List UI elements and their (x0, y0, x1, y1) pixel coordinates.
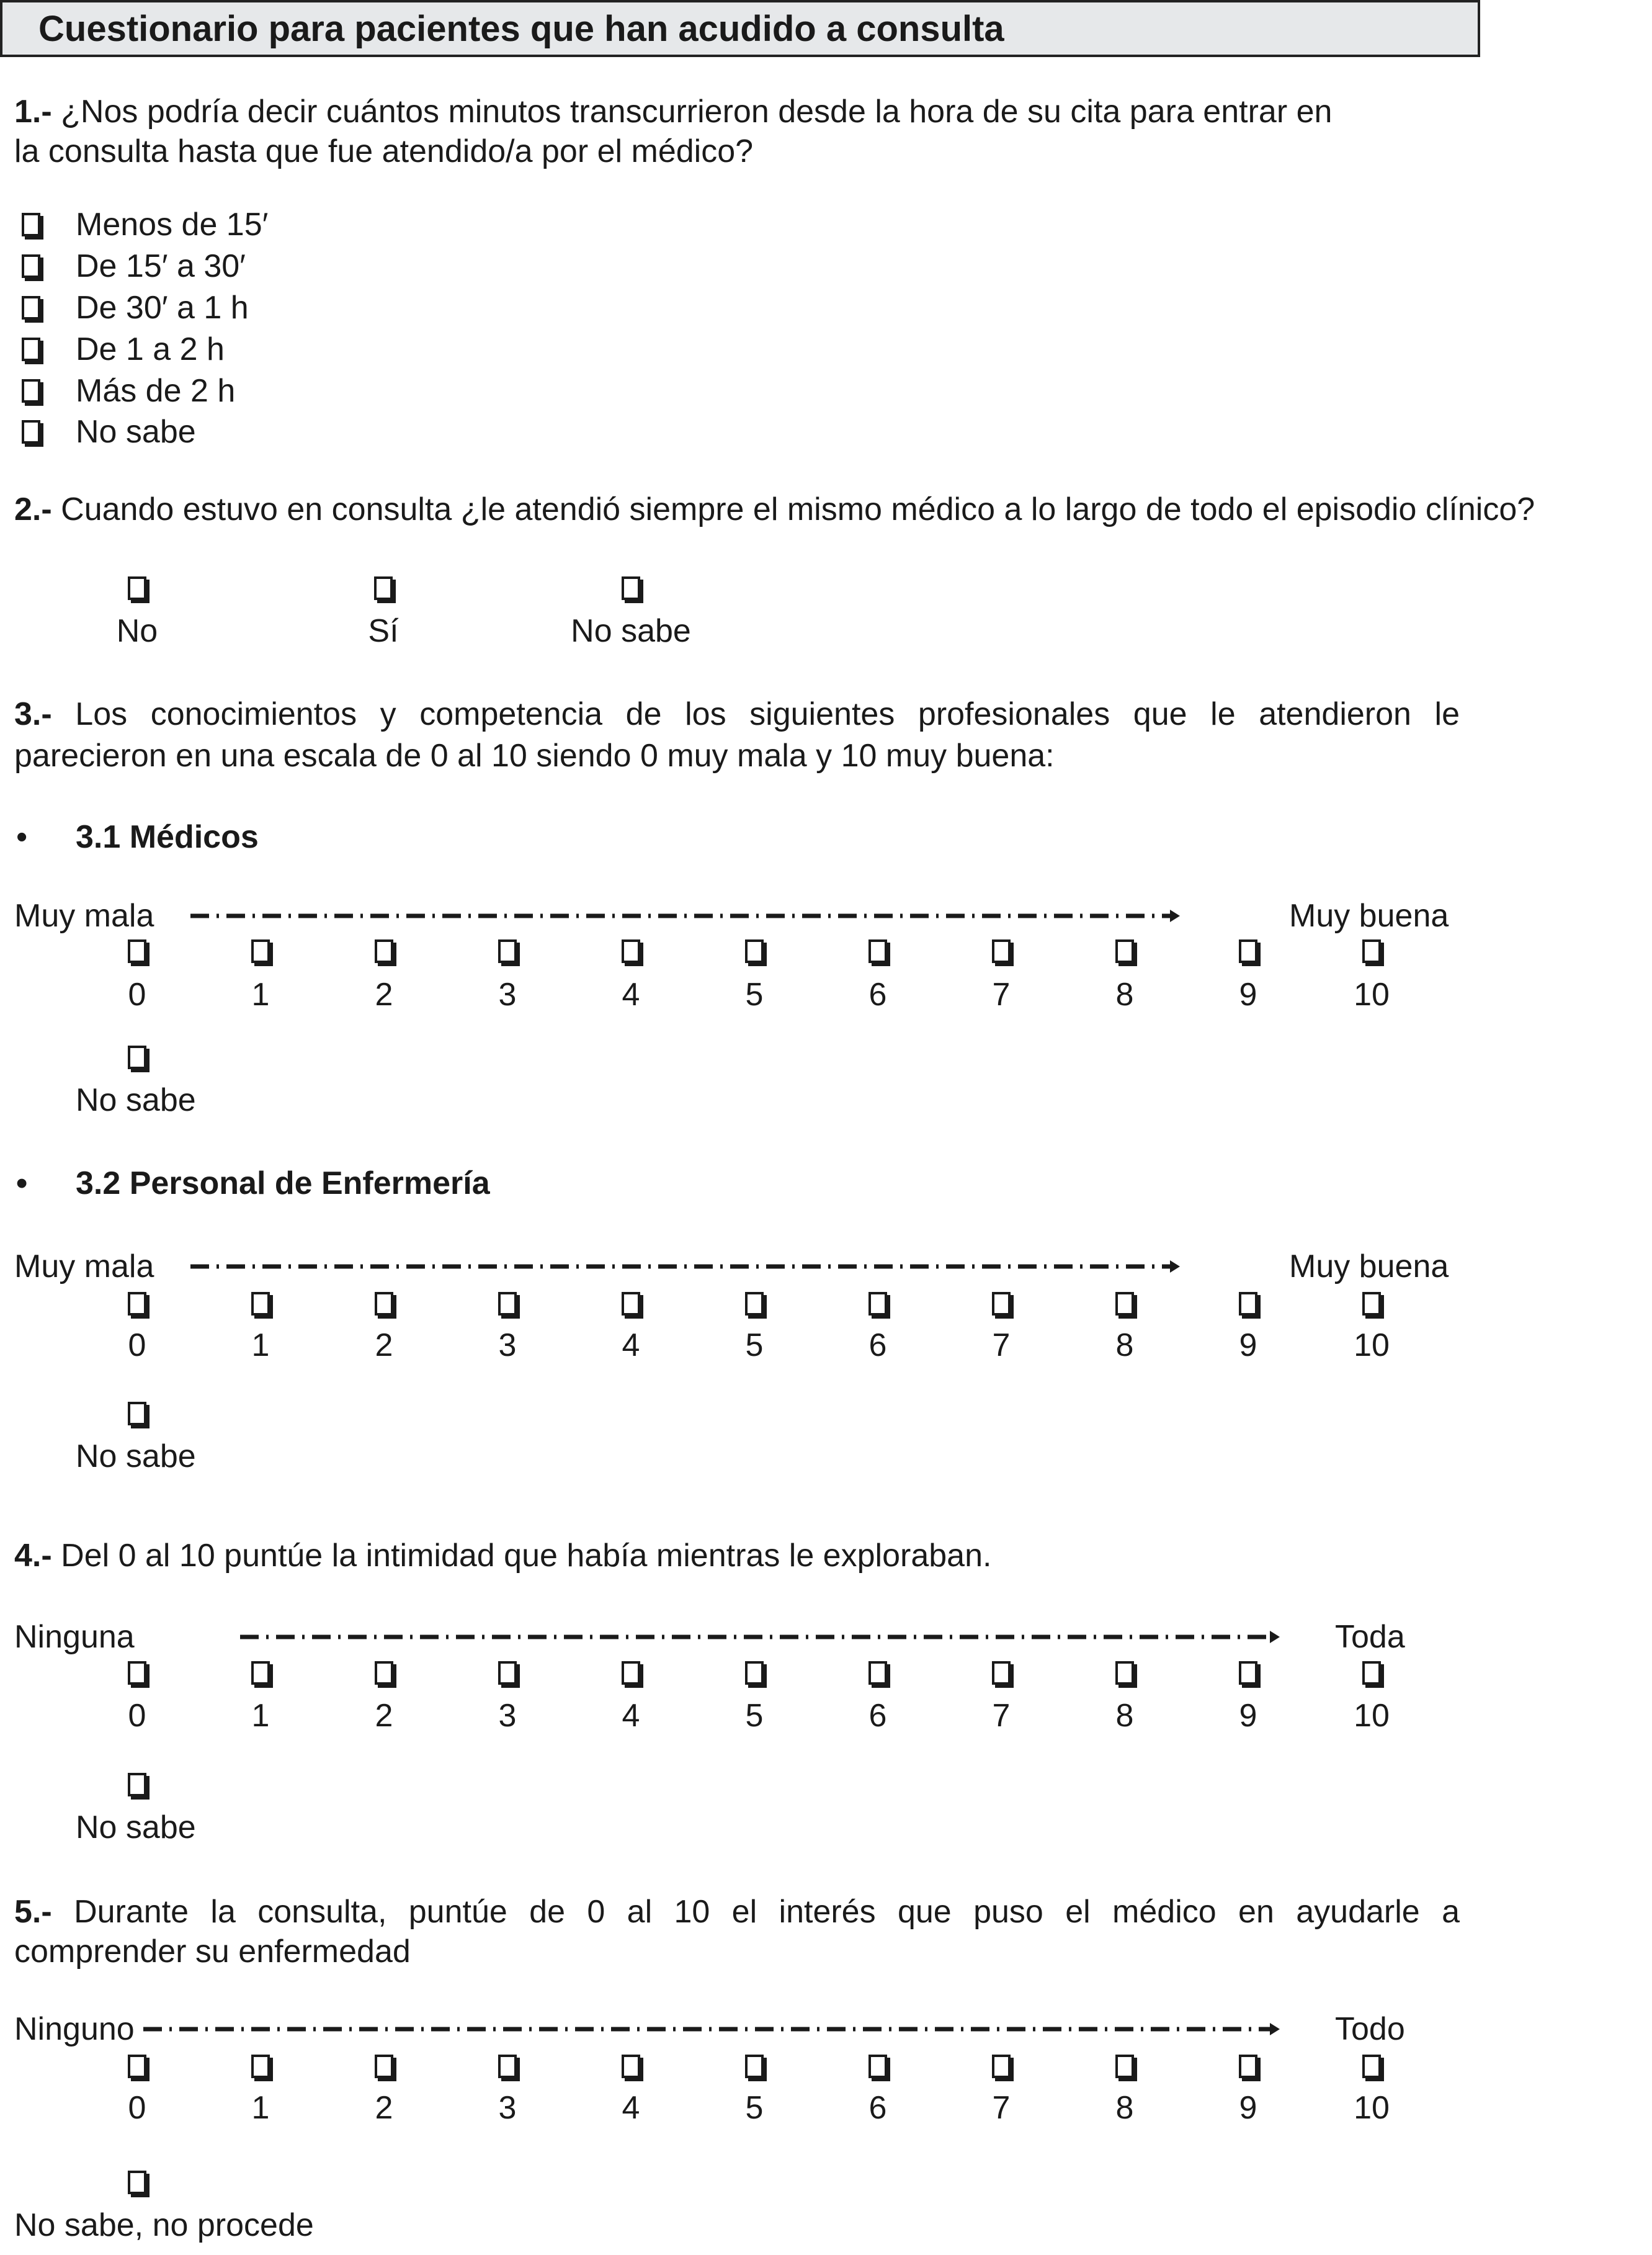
scale-checkbox-1[interactable] (251, 939, 270, 963)
scale-high-label: Todo (1335, 2011, 1405, 2047)
scale-checkbox-1[interactable] (251, 1292, 270, 1316)
scale-checkbox-0[interactable] (128, 2055, 146, 2078)
scale-value: 0 (128, 977, 146, 1013)
scale-value: 7 (992, 1327, 1011, 1363)
q1-text (14, 92, 1332, 132)
option-label: No sabe (571, 613, 691, 649)
checkbox[interactable] (22, 420, 40, 444)
scale-checkbox-4[interactable] (622, 1292, 640, 1316)
scale-value: 5 (745, 1327, 764, 1363)
no-sabe-label: No sabe (76, 1438, 196, 1474)
q2-text (14, 490, 1535, 529)
scale-low-label: Ninguna (14, 1619, 135, 1655)
scale-value: 4 (622, 2090, 640, 2126)
scale-value: 6 (868, 2090, 887, 2126)
scale-value: 1 (251, 1327, 270, 1363)
scale-checkbox-8[interactable] (1115, 2055, 1134, 2078)
q1-number: 1.- (14, 94, 52, 130)
scale-high-label: Muy buena (1289, 1249, 1449, 1284)
scale-checkbox-5[interactable] (745, 939, 764, 963)
scale-value: 2 (375, 977, 393, 1013)
no-sabe-label: No sabe (76, 1809, 196, 1845)
no-sabe-checkbox[interactable] (128, 1773, 146, 1796)
scale-value: 2 (375, 1327, 393, 1363)
scale-value: 10 (1354, 977, 1390, 1013)
section-3-2-title: 3.2 Personal de Enfermería (76, 1165, 490, 1201)
scale-value: 6 (868, 977, 887, 1013)
scale-high-label: Toda (1335, 1619, 1405, 1655)
checkbox[interactable] (374, 576, 393, 600)
scale-arrow (190, 907, 1190, 925)
scale-checkbox-6[interactable] (868, 1292, 887, 1316)
scale-checkbox-0[interactable] (128, 1292, 146, 1316)
scale-checkbox-4[interactable] (622, 1661, 640, 1685)
scale-value: 3 (498, 1327, 517, 1363)
scale-checkbox-3[interactable] (498, 1661, 517, 1685)
scale-checkbox-8[interactable] (1115, 939, 1134, 963)
scale-checkbox-3[interactable] (498, 2055, 517, 2078)
option-label: Menos de 15′ (76, 207, 269, 243)
no-sabe-label: No sabe, no procede (14, 2207, 314, 2243)
q1-line1: ¿Nos podría decir cuántos minutos transcurrieron desde la hora de su cita para entrar en (51, 94, 1333, 130)
scale-value: 0 (128, 1698, 146, 1734)
scale-checkbox-6[interactable] (868, 1661, 887, 1685)
scale-value: 3 (498, 977, 517, 1013)
scale-value: 9 (1239, 1327, 1257, 1363)
scale-checkbox-3[interactable] (498, 939, 517, 963)
scale-checkbox-6[interactable] (868, 2055, 887, 2078)
scale-checkbox-5[interactable] (745, 1661, 764, 1685)
scale-value: 1 (251, 1698, 270, 1734)
scale-value: 5 (745, 1698, 764, 1734)
checkbox[interactable] (22, 338, 40, 361)
scale-checkbox-3[interactable] (498, 1292, 517, 1316)
scale-checkbox-10[interactable] (1362, 939, 1381, 963)
no-sabe-checkbox[interactable] (128, 1046, 146, 1069)
scale-checkbox-4[interactable] (622, 939, 640, 963)
scale-value: 8 (1115, 2090, 1134, 2126)
q1-line2: la consulta hasta que fue atendido/a por el médico? (14, 133, 754, 169)
option-label: De 30′ a 1 h (76, 290, 249, 326)
q4-question: Del 0 al 10 puntúe la intimidad que había mientras le exploraban. (51, 1538, 992, 1574)
scale-value: 9 (1239, 1698, 1257, 1734)
scale-checkbox-9[interactable] (1239, 1292, 1257, 1316)
scale-checkbox-9[interactable] (1239, 1661, 1257, 1685)
q5-number: 5.- (14, 1894, 52, 1930)
scale-checkbox-9[interactable] (1239, 939, 1257, 963)
scale-checkbox-8[interactable] (1115, 1292, 1134, 1316)
scale-value: 10 (1354, 1327, 1390, 1363)
q2-number: 2.- (14, 491, 52, 527)
scale-checkbox-4[interactable] (622, 2055, 640, 2078)
scale-value: 2 (375, 2090, 393, 2126)
scale-value: 4 (622, 1327, 640, 1363)
scale-value: 3 (498, 1698, 517, 1734)
checkbox[interactable] (128, 576, 146, 600)
q5-line2: comprender su enfermedad (14, 1934, 411, 1970)
scale-value: 8 (1115, 1698, 1134, 1734)
scale-value: 7 (992, 2090, 1011, 2126)
checkbox[interactable] (22, 254, 40, 278)
scale-checkbox-7[interactable] (992, 2055, 1011, 2078)
scale-value: 1 (251, 977, 270, 1013)
scale-checkbox-6[interactable] (868, 939, 887, 963)
scale-arrow (143, 2020, 1290, 2038)
scale-high-label: Muy buena (1289, 898, 1449, 934)
checkbox[interactable] (22, 213, 40, 236)
option-label: Más de 2 h (76, 373, 236, 409)
scale-value: 7 (992, 1698, 1011, 1734)
scale-value: 2 (375, 1698, 393, 1734)
scale-checkbox-2[interactable] (375, 1292, 393, 1316)
scale-checkbox-2[interactable] (375, 1661, 393, 1685)
scale-value: 0 (128, 1327, 146, 1363)
q3-line1-text: Los conocimientos y competencia de los siguientes profesionales que le atendieron le (75, 696, 1460, 732)
scale-value: 7 (992, 977, 1011, 1013)
scale-checkbox-2[interactable] (375, 2055, 393, 2078)
checkbox[interactable] (622, 576, 640, 600)
q4-number: 4.- (14, 1538, 52, 1574)
scale-low-label: Muy mala (14, 1249, 154, 1284)
bullet: • (16, 1165, 28, 1201)
scale-checkbox-0[interactable] (128, 1661, 146, 1685)
scale-checkbox-2[interactable] (375, 939, 393, 963)
q3-number: 3.- (14, 696, 52, 732)
scale-value: 8 (1115, 1327, 1134, 1363)
scale-value: 6 (868, 1698, 887, 1734)
checkbox[interactable] (22, 379, 40, 403)
scale-value: 4 (622, 977, 640, 1013)
scale-value: 4 (622, 1698, 640, 1734)
scale-checkbox-1[interactable] (251, 1661, 270, 1685)
q2-question: Cuando estuvo en consulta ¿le atendió siempre el mismo médico a lo largo de todo el episodio clínico? (51, 491, 1535, 527)
scale-checkbox-7[interactable] (992, 939, 1011, 963)
q4-text (14, 1536, 991, 1576)
checkbox[interactable] (22, 296, 40, 320)
no-sabe-checkbox[interactable] (128, 2171, 146, 2194)
scale-value: 6 (868, 1327, 887, 1363)
scale-arrow (240, 1628, 1290, 1646)
q3-line1 (14, 694, 1460, 734)
q3-line2: parecieron en una escala de 0 al 10 siendo 0 muy mala y 10 muy buena: (14, 738, 1055, 774)
q5-line1 (14, 1892, 1460, 1932)
scale-value: 10 (1354, 1698, 1390, 1734)
scale-low-label: Muy mala (14, 898, 154, 934)
scale-checkbox-7[interactable] (992, 1661, 1011, 1685)
scale-checkbox-10[interactable] (1362, 1292, 1381, 1316)
scale-checkbox-5[interactable] (745, 2055, 764, 2078)
scale-checkbox-5[interactable] (745, 1292, 764, 1316)
scale-value: 9 (1239, 2090, 1257, 2126)
scale-value: 10 (1354, 2090, 1390, 2126)
option-label: No (116, 613, 158, 649)
bullet: • (16, 819, 28, 855)
q5-line1-text: Durante la consulta, puntúe de 0 al 10 el interés que puso el médico en ayudarle a (74, 1894, 1460, 1930)
scale-low-label: Ninguno (14, 2011, 135, 2047)
option-label: De 1 a 2 h (76, 331, 225, 367)
scale-checkbox-1[interactable] (251, 2055, 270, 2078)
scale-checkbox-7[interactable] (992, 1292, 1011, 1316)
no-sabe-checkbox[interactable] (128, 1402, 146, 1425)
scale-checkbox-0[interactable] (128, 939, 146, 963)
option-label: No sabe (76, 414, 196, 450)
scale-checkbox-10[interactable] (1362, 1661, 1381, 1685)
option-label: De 15′ a 30′ (76, 248, 246, 284)
section-3-1-title: 3.1 Médicos (76, 819, 259, 855)
scale-value: 5 (745, 977, 764, 1013)
scale-checkbox-8[interactable] (1115, 1661, 1134, 1685)
scale-value: 9 (1239, 977, 1257, 1013)
scale-value: 5 (745, 2090, 764, 2126)
scale-value: 1 (251, 2090, 270, 2126)
title-box (0, 0, 1480, 57)
scale-arrow (190, 1257, 1190, 1276)
option-label: Sí (368, 613, 399, 649)
scale-checkbox-9[interactable] (1239, 2055, 1257, 2078)
scale-value: 3 (498, 2090, 517, 2126)
page-title: Cuestionario para pacientes que han acudido a consulta (38, 9, 1004, 49)
scale-value: 8 (1115, 977, 1134, 1013)
scale-value: 0 (128, 2090, 146, 2126)
scale-checkbox-10[interactable] (1362, 2055, 1381, 2078)
no-sabe-label: No sabe (76, 1082, 196, 1118)
